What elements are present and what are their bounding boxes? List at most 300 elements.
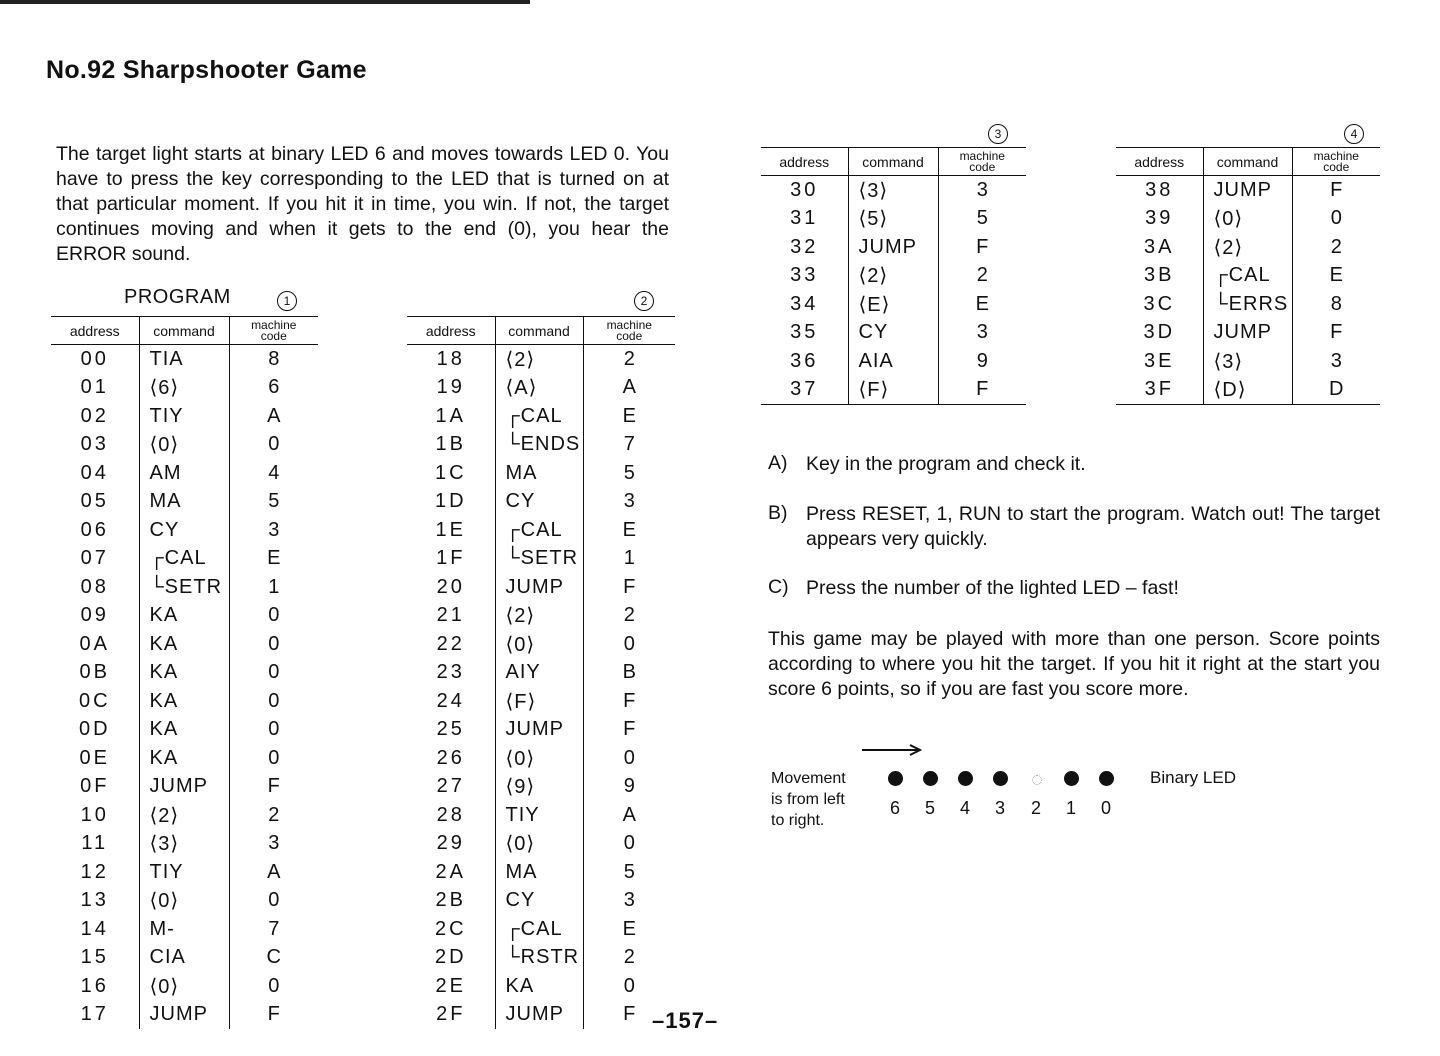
address-cell: 3A	[1144, 235, 1175, 258]
command-cell: ⟨6⟩	[139, 374, 229, 403]
led-number: 1	[1065, 798, 1076, 818]
table-row	[761, 176, 1026, 205]
machine-code-cell: F	[267, 775, 280, 798]
address-cell: 18	[436, 347, 465, 370]
address-cell: 3F	[1116, 376, 1203, 405]
machine-code-cell: 7	[268, 917, 280, 940]
table-row	[407, 687, 675, 716]
address-cell: 34	[790, 292, 819, 315]
address-cell: 28	[436, 803, 465, 826]
intro-paragraph: The target light starts at binary LED 6 and moves towards LED 0. You have to press the key corresponding to the LED that is turned on at that particular moment. If you hit it in time, you win. If not, the target continues moving and when it gets to the end (0), you hear the ERROR sound.	[56, 143, 669, 265]
movement-caption: Movement is from left to right.	[771, 770, 846, 829]
table-row	[407, 488, 675, 517]
command-cell: KA	[139, 716, 229, 745]
machine-code-cell: A	[622, 376, 636, 399]
machine-code-cell: 9	[976, 349, 988, 372]
command-cell: MA	[139, 488, 229, 517]
command-cell: ⟨0⟩	[1203, 205, 1292, 234]
address-cell: 2A	[435, 860, 466, 883]
binary-led-label: Binary LED	[1150, 768, 1236, 787]
table-row	[761, 233, 1026, 262]
command-header: command	[848, 148, 938, 176]
address-cell: 17	[80, 1003, 109, 1026]
address-cell: 0C	[78, 689, 111, 712]
table-row	[1116, 347, 1380, 376]
command-cell: KA	[139, 630, 229, 659]
led-number: 4	[959, 798, 970, 818]
address-cell: 04	[80, 461, 109, 484]
command-cell: ⟨0⟩	[139, 887, 229, 916]
command-cell: TIA	[139, 345, 229, 374]
table-number-3: 3	[988, 124, 1008, 144]
machine-code-cell: 0	[268, 746, 280, 769]
address-cell: 14	[80, 917, 109, 940]
command-cell: TIY	[139, 858, 229, 887]
table-row	[761, 347, 1026, 376]
command-cell: ⟨5⟩	[848, 205, 938, 234]
machine-code-cell: F	[623, 575, 636, 598]
machine-code-cell: 3	[623, 490, 635, 513]
machine-code-cell: 3	[1330, 349, 1342, 372]
table-row	[51, 858, 318, 887]
table-row	[1116, 319, 1380, 348]
machine-code-cell: E	[975, 292, 989, 315]
command-cell: CY	[848, 319, 938, 348]
table-row	[51, 374, 318, 403]
command-cell: ⟨2⟩	[495, 602, 583, 631]
machine-code-cell: 0	[268, 889, 280, 912]
command-cell: ⟨2⟩	[1203, 233, 1292, 262]
address-cell: 15	[80, 946, 109, 969]
table-row	[1116, 376, 1380, 405]
machine-code-cell: 7	[623, 433, 635, 456]
table-row	[51, 659, 318, 688]
address-cell: 0D	[78, 718, 111, 741]
table-row	[1116, 290, 1380, 319]
machine-code-cell: 0	[1330, 207, 1342, 230]
table-row	[407, 858, 675, 887]
led-number: 6	[889, 798, 900, 818]
address-cell: 01	[80, 376, 109, 399]
table-number-2: 2	[634, 291, 654, 311]
table-row	[51, 516, 318, 545]
machine-code-cell: 0	[623, 632, 635, 655]
program-label: PROGRAM	[124, 286, 231, 308]
command-cell: ⟨3⟩	[848, 176, 938, 205]
command-cell: JUMP	[495, 573, 583, 602]
address-cell: 08	[80, 575, 109, 598]
machine-code-cell: F	[938, 376, 1026, 405]
led-number: 5	[924, 798, 935, 818]
command-cell: KA	[139, 687, 229, 716]
command-cell: JUMP	[495, 716, 583, 745]
command-cell: JUMP	[139, 1001, 229, 1030]
address-cell: 38	[1145, 178, 1174, 201]
led-on-dot	[1099, 771, 1114, 786]
address-cell: 2D	[434, 946, 467, 969]
command-cell: AM	[139, 459, 229, 488]
address-header: address	[51, 317, 139, 345]
table-row	[1116, 233, 1380, 262]
machine-code-cell: 6	[268, 376, 280, 399]
table-row	[407, 431, 675, 460]
command-cell: ┌CAL	[495, 402, 583, 431]
machine-code-cell: 1	[623, 547, 635, 570]
address-cell: 13	[80, 889, 109, 912]
address-cell: 0E	[79, 746, 110, 769]
command-cell: CIA	[139, 944, 229, 973]
table-row	[1116, 176, 1380, 205]
address-cell: 09	[80, 604, 109, 627]
address-cell: 23	[436, 661, 465, 684]
address-cell: 1B	[435, 433, 466, 456]
table-row	[761, 262, 1026, 291]
table-row	[407, 374, 675, 403]
table-row	[51, 944, 318, 973]
machine-code-header: machine code	[938, 148, 1026, 176]
program-table-3	[761, 147, 1026, 405]
top-rule	[0, 0, 530, 4]
command-cell: ⟨0⟩	[139, 431, 229, 460]
address-cell: 3D	[1143, 321, 1176, 344]
address-cell: 0F	[80, 775, 110, 798]
led-on-dot	[1064, 771, 1079, 786]
table-row	[1116, 262, 1380, 291]
address-cell: 2F	[436, 1003, 466, 1026]
address-cell: 05	[80, 490, 109, 513]
step-label: C)	[768, 576, 789, 598]
machine-code-cell: 5	[623, 860, 635, 883]
command-cell: KA	[139, 659, 229, 688]
address-cell: 37	[761, 376, 848, 405]
page-title: No.92 Sharpshooter Game	[46, 56, 367, 84]
machine-code-cell: 8	[1330, 292, 1342, 315]
command-cell: ⟨0⟩	[495, 744, 583, 773]
machine-code-cell: F	[623, 689, 636, 712]
command-cell: MA	[495, 858, 583, 887]
machine-code-cell: 0	[268, 689, 280, 712]
machine-code-cell: C	[266, 946, 281, 969]
command-cell: ⟨A⟩	[495, 374, 583, 403]
table-row	[407, 801, 675, 830]
command-header: command	[139, 317, 229, 345]
machine-code-cell: 9	[623, 775, 635, 798]
table-row	[407, 630, 675, 659]
command-cell: CY	[495, 887, 583, 916]
command-cell: ⟨3⟩	[139, 830, 229, 859]
table-row	[51, 431, 318, 460]
machine-code-cell: 0	[268, 632, 280, 655]
table-row	[51, 716, 318, 745]
table-row	[407, 573, 675, 602]
machine-code-cell: 3	[976, 321, 988, 344]
address-cell: 30	[790, 178, 819, 201]
machine-code-cell: 5	[976, 207, 988, 230]
table-row	[407, 659, 675, 688]
machine-code-header: machine code	[1292, 148, 1380, 176]
table-row	[407, 716, 675, 745]
address-cell: 1C	[434, 461, 467, 484]
address-cell: 16	[80, 974, 109, 997]
address-cell: 39	[1145, 207, 1174, 230]
table-row	[51, 345, 318, 374]
command-cell: └ENDS	[495, 431, 583, 460]
address-cell: 29	[436, 832, 465, 855]
address-cell: 36	[790, 349, 819, 372]
command-cell: ⟨F⟩	[495, 687, 583, 716]
command-cell: KA	[139, 744, 229, 773]
address-cell: 21	[436, 604, 465, 627]
step-text: Press the number of the lighted LED – fast!	[806, 577, 1179, 599]
machine-code-cell: 3	[268, 832, 280, 855]
machine-code-cell: 2	[623, 347, 635, 370]
address-cell: 0B	[79, 661, 110, 684]
machine-code-cell: 5	[268, 490, 280, 513]
command-cell: CY	[495, 488, 583, 517]
machine-code-cell: 4	[268, 461, 280, 484]
command-cell: JUMP	[139, 773, 229, 802]
command-cell: JUMP	[848, 233, 938, 262]
machine-code-cell: 0	[268, 718, 280, 741]
machine-code-cell: 2	[1330, 235, 1342, 258]
address-cell: 1E	[435, 518, 466, 541]
command-cell: ⟨0⟩	[495, 830, 583, 859]
led-on-dot	[993, 771, 1008, 786]
led-number: 2	[1030, 798, 1041, 818]
machine-code-cell: 2	[623, 946, 635, 969]
table-row	[407, 459, 675, 488]
table-row	[51, 1001, 318, 1030]
table-row	[407, 915, 675, 944]
table-row	[1116, 205, 1380, 234]
machine-code-header: machine code	[229, 317, 318, 345]
command-cell: ⟨D⟩	[1203, 376, 1292, 405]
address-cell: 12	[80, 860, 109, 883]
command-cell: ⟨2⟩	[848, 262, 938, 291]
table-row	[407, 602, 675, 631]
table-row	[407, 345, 675, 374]
address-cell: 1D	[434, 490, 467, 513]
led-off-dot	[1032, 775, 1042, 785]
table-number-4: 4	[1344, 124, 1364, 144]
program-table-1	[51, 316, 318, 1029]
address-cell: 10	[80, 803, 109, 826]
machine-code-cell: E	[1329, 264, 1343, 287]
table-row	[407, 972, 675, 1001]
machine-code-cell: 2	[976, 264, 988, 287]
command-cell: ┌CAL	[495, 516, 583, 545]
address-cell: 32	[790, 235, 819, 258]
right-arrow-icon	[862, 744, 922, 756]
table-row	[51, 972, 318, 1001]
table-row	[51, 402, 318, 431]
table-row	[761, 290, 1026, 319]
address-cell: 3E	[1144, 349, 1175, 372]
table-row	[51, 573, 318, 602]
table-row	[407, 545, 675, 574]
address-cell: 27	[436, 775, 465, 798]
machine-code-cell: F	[623, 718, 636, 741]
machine-code-cell: F	[623, 1003, 636, 1026]
address-cell: 0A	[79, 632, 110, 655]
machine-code-cell: 3	[976, 178, 988, 201]
machine-code-cell: 0	[623, 832, 635, 855]
machine-code-cell: 3	[268, 518, 280, 541]
table-row	[51, 915, 318, 944]
machine-code-cell: 0	[268, 974, 280, 997]
machine-code-cell: A	[267, 404, 281, 427]
machine-code-cell: 0	[268, 604, 280, 627]
table-row	[407, 887, 675, 916]
table-row	[51, 773, 318, 802]
address-cell: 1F	[436, 547, 466, 570]
table-row	[51, 459, 318, 488]
command-header: command	[495, 317, 583, 345]
machine-code-cell: F	[267, 1003, 280, 1026]
table-row	[51, 801, 318, 830]
machine-code-cell: 0	[268, 661, 280, 684]
table-row	[51, 545, 318, 574]
table-row	[407, 402, 675, 431]
machine-code-cell: 3	[623, 889, 635, 912]
address-cell: 06	[80, 518, 109, 541]
machine-code-cell: 8	[268, 347, 280, 370]
address-cell: 22	[436, 632, 465, 655]
command-cell: ⟨0⟩	[139, 972, 229, 1001]
address-cell: 00	[80, 347, 109, 370]
command-cell: └RSTR	[495, 944, 583, 973]
command-cell: M-	[139, 915, 229, 944]
address-cell: 25	[436, 718, 465, 741]
machine-code-cell: F	[1330, 178, 1343, 201]
address-header: address	[1116, 148, 1203, 176]
command-cell: ⟨9⟩	[495, 773, 583, 802]
address-cell: 31	[790, 207, 819, 230]
machine-code-cell: E	[267, 547, 281, 570]
machine-code-cell: A	[622, 803, 636, 826]
table-row	[407, 744, 675, 773]
step-text: Press RESET, 1, RUN to start the program. Watch out! The target appears very quickly.	[806, 503, 1380, 550]
step-text: Key in the program and check it.	[806, 453, 1086, 475]
command-cell: AIA	[848, 347, 938, 376]
address-cell: 1A	[435, 404, 466, 427]
step-label: A)	[768, 452, 788, 474]
command-cell: JUMP	[1203, 319, 1292, 348]
machine-code-cell: 2	[623, 604, 635, 627]
led-on-dot	[888, 771, 903, 786]
command-cell: ┌CAL	[1203, 262, 1292, 291]
command-header: command	[1203, 148, 1292, 176]
table-row	[51, 830, 318, 859]
address-cell: 07	[80, 547, 109, 570]
address-cell: 24	[436, 689, 465, 712]
machine-code-cell: D	[1292, 376, 1380, 405]
address-cell: 03	[80, 433, 109, 456]
command-cell: TIY	[495, 801, 583, 830]
address-cell: 2C	[434, 917, 467, 940]
table-row	[761, 319, 1026, 348]
command-cell: ┌CAL	[139, 545, 229, 574]
machine-code-cell: F	[976, 235, 989, 258]
table-row	[51, 687, 318, 716]
command-cell: ⟨F⟩	[848, 376, 938, 405]
command-cell: └SETR	[139, 573, 229, 602]
command-cell: ⟨2⟩	[495, 345, 583, 374]
machine-code-cell: F	[1330, 321, 1343, 344]
command-cell: ⟨2⟩	[139, 801, 229, 830]
table-row	[51, 602, 318, 631]
command-cell: TIY	[139, 402, 229, 431]
address-cell: 2E	[435, 974, 466, 997]
led-number: 3	[994, 798, 1005, 818]
table-row	[51, 887, 318, 916]
scoring-note: This game may be played with more than one person. Score points according to where you hit the target. If you hit it right at the start you score 6 points, so if you are fast you score more.	[768, 628, 1380, 700]
address-header: address	[761, 148, 848, 176]
table-number-1: 1	[277, 291, 297, 311]
address-cell: 33	[790, 264, 819, 287]
machine-code-cell: 0	[623, 746, 635, 769]
command-cell: JUMP	[1203, 176, 1292, 205]
machine-code-cell: 1	[268, 575, 280, 598]
command-cell: KA	[139, 602, 229, 631]
command-cell: ⟨0⟩	[495, 630, 583, 659]
command-cell: JUMP	[495, 1001, 583, 1030]
command-cell: AIY	[495, 659, 583, 688]
command-cell: CY	[139, 516, 229, 545]
machine-code-cell: 0	[623, 974, 635, 997]
address-cell: 26	[436, 746, 465, 769]
machine-code-cell: E	[622, 518, 636, 541]
command-cell: KA	[495, 972, 583, 1001]
machine-code-cell: 2	[268, 803, 280, 826]
command-cell: └ERRS	[1203, 290, 1292, 319]
program-table-2	[407, 316, 675, 1029]
address-cell: 3C	[1143, 292, 1176, 315]
machine-code-cell: A	[267, 860, 281, 883]
table-row	[761, 205, 1026, 234]
table-row	[407, 773, 675, 802]
command-cell: MA	[495, 459, 583, 488]
led-number: 0	[1100, 798, 1111, 818]
command-cell: ┌CAL	[495, 915, 583, 944]
machine-code-header: machine code	[583, 317, 675, 345]
machine-code-cell: E	[622, 404, 636, 427]
address-cell: 35	[790, 321, 819, 344]
led-on-dot	[958, 771, 973, 786]
table-row	[51, 744, 318, 773]
step-label: B)	[768, 502, 788, 524]
table-row	[407, 1001, 675, 1030]
address-cell: 2B	[435, 889, 466, 912]
table-row	[51, 488, 318, 517]
machine-code-cell: 0	[268, 433, 280, 456]
address-header: address	[407, 317, 495, 345]
machine-code-cell: E	[622, 917, 636, 940]
address-cell: 11	[81, 832, 109, 855]
address-cell: 19	[436, 376, 465, 399]
machine-code-cell: 5	[623, 461, 635, 484]
led-on-dot	[923, 771, 938, 786]
command-cell: ⟨E⟩	[848, 290, 938, 319]
program-table-4	[1116, 147, 1380, 405]
table-row	[407, 944, 675, 973]
table-row	[407, 516, 675, 545]
page-number: –157–	[652, 1008, 719, 1033]
table-row	[51, 630, 318, 659]
table-row	[761, 376, 1026, 405]
address-cell: 3B	[1144, 264, 1175, 287]
command-cell: ⟨3⟩	[1203, 347, 1292, 376]
